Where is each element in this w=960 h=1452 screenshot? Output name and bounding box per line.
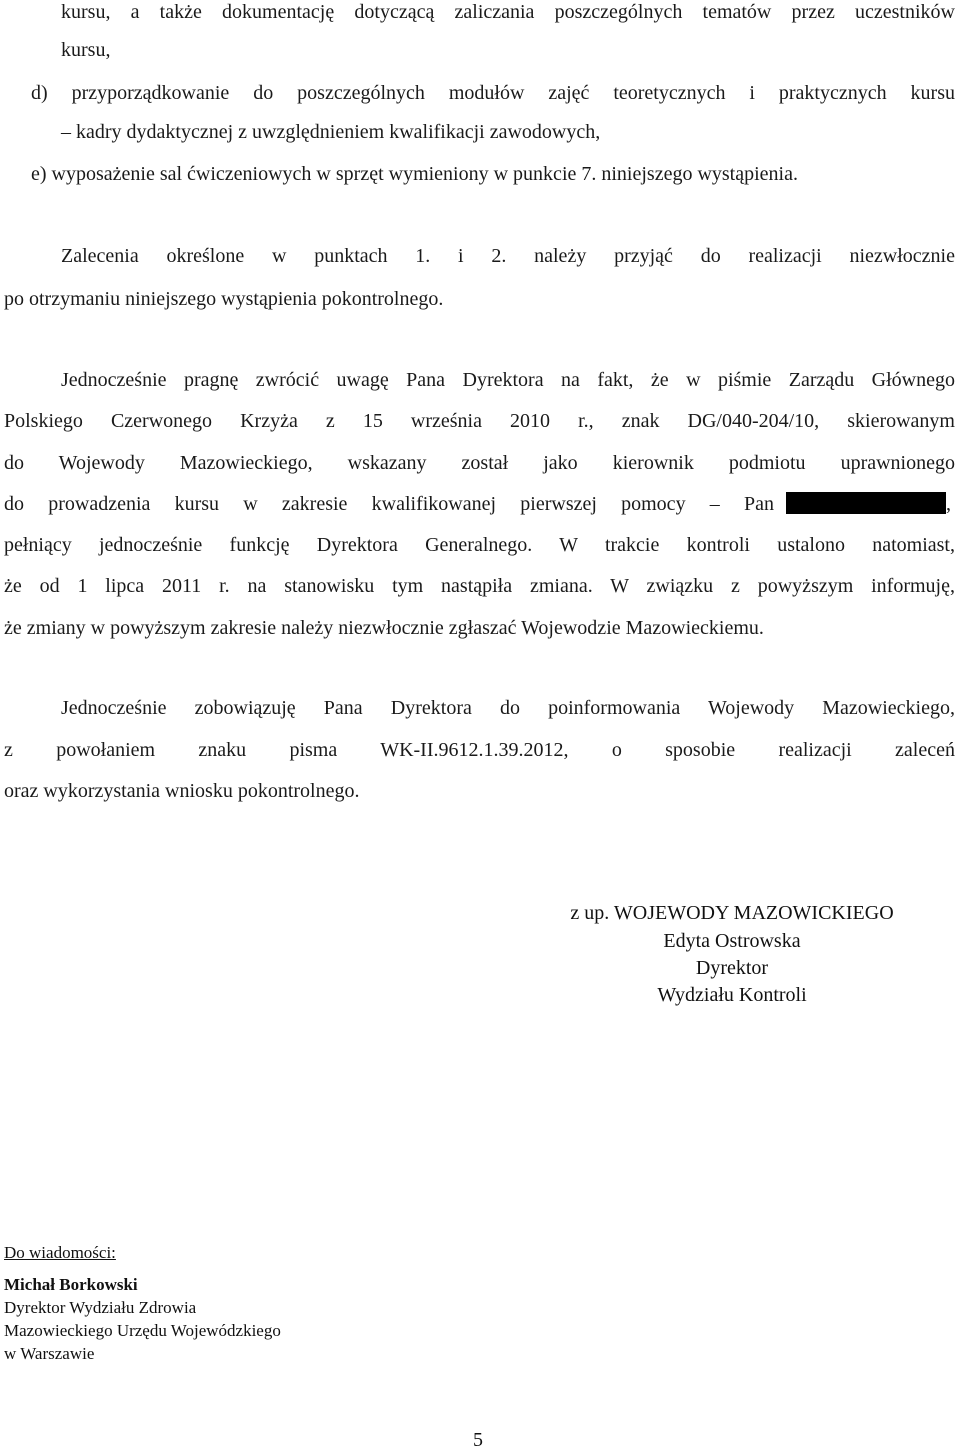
signature-title: Dyrektor [695,957,769,979]
paragraph-recommendations-line: po otrzymaniu niniejszego wystąpienia pokontrolnego. [4,288,444,310]
redacted-name [786,492,951,516]
paragraph-note-line: do prowadzenia kursu w zakresie kwalifikowanej pierwszej pomocy – Pan [4,493,774,515]
signature-authority: z up. WOJEWODY MAZOWICKIEGO [570,902,894,924]
list-item-d-continuation: – kadry dydaktycznej z uwzględnieniem kwalifikacji zawodowych, [61,121,601,143]
cc-recipient-office: Mazowieckiego Urzędu Wojewódzkiego [4,1321,281,1340]
comma: , [946,493,951,515]
paragraph-obligation-line: oraz wykorzystania wniosku pokontrolnego. [4,780,360,802]
paragraph-note-line: Polskiego Czerwonego Krzyża z 15 września 2010 r., znak DG/040-204/10, skierowanym [4,410,955,432]
redaction-bar [786,492,946,514]
page-number: 5 [473,1429,483,1451]
paragraph-note-line: Jednocześnie pragnę zwrócić uwagę Pana Dyrektora na fakt, że w piśmie Zarządu Głównego [61,369,955,391]
paragraph-recommendations-line: Zalecenia określone w punktach 1. i 2. należy przyjąć do realizacji niezwłocznie [61,245,955,267]
paragraph-note-line: że od 1 lipca 2011 r. na stanowisku tym nastąpiła zmiana. W związku z powyższym informuję, [4,575,955,597]
paragraph-note-line: do Wojewody Mazowieckiego, wskazany został jako kierownik podmiotu uprawnionego [4,452,955,474]
cc-recipient-name: Michał Borkowski [4,1275,138,1294]
paragraph-note-line: że zmiany w powyższym zakresie należy niezwłocznie zgłaszać Wojewodzie Mazowieckiemu. [4,617,764,639]
signature-name: Edyta Ostrowska [663,930,801,952]
paragraph-obligation-line: Jednocześnie zobowiązuję Pana Dyrektora do poinformowania Wojewody Mazowieckiego, [61,697,955,719]
paragraph-obligation-line: z powołaniem znaku pisma WK-II.9612.1.39.2012, o sposobie realizacji zaleceń [4,739,955,761]
cc-recipient-city: w Warszawie [4,1344,95,1363]
list-item-d: d) przyporządkowanie do poszczególnych modułów zajęć teoretycznych i praktycznych kursu [31,82,955,104]
cc-recipient-title: Dyrektor Wydziału Zdrowia [4,1298,197,1317]
paragraph-note-line: pełniący jednocześnie funkcję Dyrektora Generalnego. W trakcie kontroli ustalono natomiast, [4,534,955,556]
body-line: kursu, a także dokumentację dotyczącą zaliczania poszczególnych tematów przez uczestników [61,1,955,23]
cc-heading: Do wiadomości: [4,1243,116,1262]
body-line: kursu, [61,39,111,61]
signature-department: Wydziału Kontroli [657,984,807,1006]
list-item-e: e) wyposażenie sal ćwiczeniowych w sprzęt wymieniony w punkcie 7. niniejszego wystąpienia. [31,163,798,185]
